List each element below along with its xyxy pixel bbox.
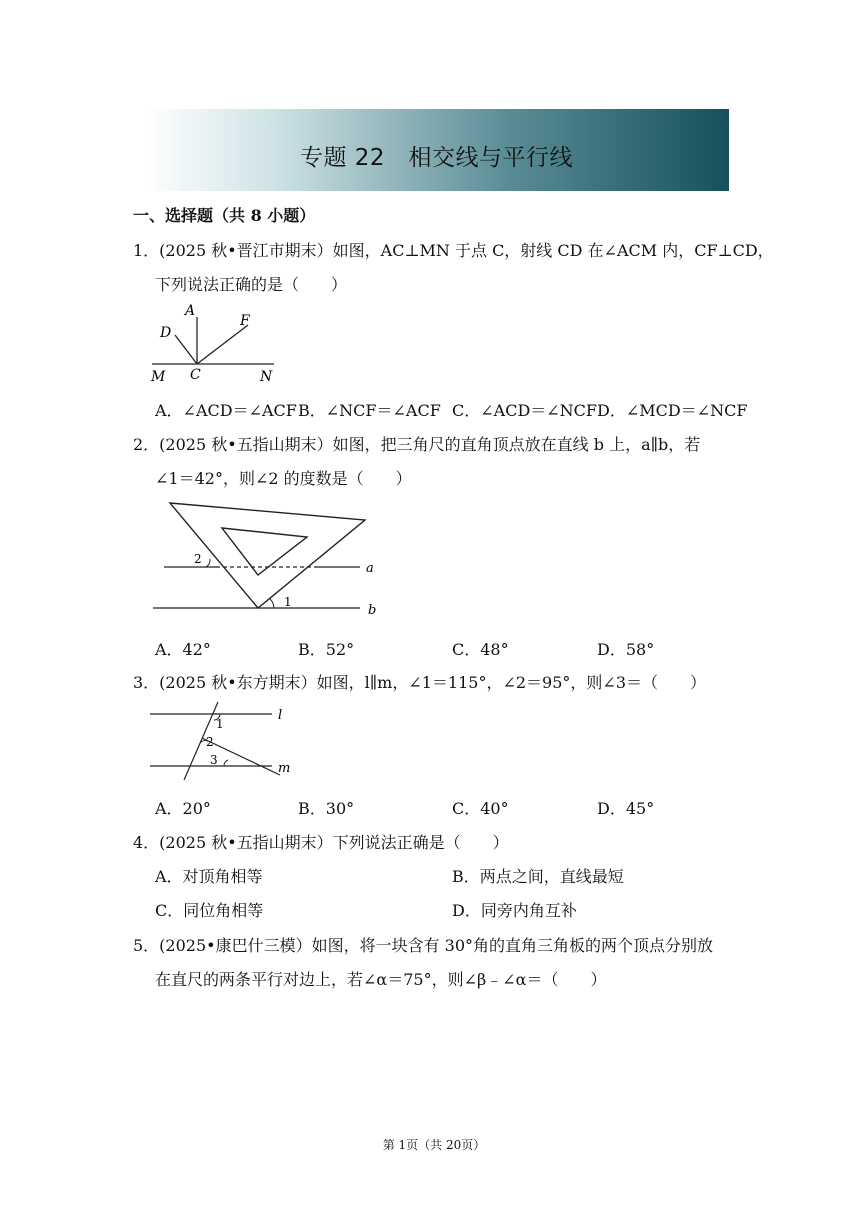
page-title: 专题 22 相交线与平行线: [299, 145, 574, 171]
triangle-inner: [222, 528, 307, 575]
label-3: 3: [210, 753, 218, 767]
question-3-option-d[interactable]: D．45°: [597, 799, 655, 818]
label-n: N: [260, 369, 273, 385]
label-c: C: [190, 367, 201, 383]
label-m: M: [151, 369, 166, 385]
question-5-text-cont: 在直尺的两条平行对边上，若∠α＝75°，则∠β﹣∠α＝（ ）: [155, 970, 607, 989]
label-1: 1: [284, 595, 292, 609]
question-2-option-c[interactable]: C．48°: [452, 640, 509, 659]
question-2-figure: [150, 495, 390, 620]
question-2-option-d[interactable]: D．58°: [597, 640, 655, 659]
question-4-text: 4．(2025 秋•五指山期末）下列说法正确是（ ）: [133, 833, 509, 852]
question-5-text: 5．(2025•康巴什三模）如图，将一块含有 30°角的直角三角板的两个顶点分别放: [133, 936, 714, 955]
question-3-option-a[interactable]: A．20°: [155, 799, 211, 818]
label-d: D: [160, 325, 172, 341]
label-l: l: [278, 708, 283, 723]
question-1-option-d[interactable]: D．∠MCD＝∠NCF: [597, 401, 748, 420]
label-a: A: [185, 303, 196, 319]
question-2-option-a[interactable]: A．42°: [155, 640, 211, 659]
section-heading: 一、选择题（共 8 小题）: [133, 206, 316, 225]
label-f: F: [240, 313, 250, 329]
question-4-option-c[interactable]: C．同位角相等: [155, 901, 264, 920]
question-2-text: 2．(2025 秋•五指山期末）如图，把三角尺的直角顶点放在直线 b 上，a∥b，若: [133, 435, 701, 454]
question-3-option-c[interactable]: C．40°: [452, 799, 509, 818]
label-b: b: [368, 603, 377, 618]
question-1-text: 1．(2025 秋•晋江市期末）如图，AC⊥MN 于点 C，射线 CD 在∠ACM 内，CF⊥CD，: [133, 241, 774, 260]
label-2: 2: [206, 735, 214, 749]
angle-1-arc: [269, 598, 274, 608]
question-1-figure: [150, 300, 280, 390]
page-footer: 第 1页（共 20页）: [382, 1138, 486, 1152]
label-1: 1: [216, 717, 224, 731]
question-3-option-b[interactable]: B．30°: [298, 799, 355, 818]
label-m: m: [278, 761, 291, 776]
question-1-option-c[interactable]: C．∠ACD＝∠NCF: [452, 401, 598, 420]
question-1-option-a[interactable]: A．∠ACD＝∠ACF: [155, 401, 297, 420]
angle-2-arc: [206, 559, 210, 567]
ray-cd: [175, 335, 197, 364]
question-4-option-d[interactable]: D．同旁内角互补: [452, 901, 577, 920]
question-4-option-a[interactable]: A．对顶角相等: [155, 867, 263, 886]
ray-cf: [197, 325, 248, 364]
label-a: a: [366, 561, 374, 576]
question-1-option-b[interactable]: B．∠NCF＝∠ACF: [298, 401, 441, 420]
question-1-text-cont: 下列说法正确的是（ ）: [155, 275, 348, 294]
question-2-text-cont: ∠1＝42°，则∠2 的度数是（ ）: [155, 469, 412, 488]
question-2-option-b[interactable]: B．52°: [298, 640, 355, 659]
label-2: 2: [194, 552, 202, 566]
angle-3-arc: [224, 760, 228, 766]
question-3-text: 3．(2025 秋•东方期末）如图，l∥m，∠1＝115°，∠2＝95°，则∠3＝（ ）: [133, 673, 707, 692]
question-3-figure: [150, 700, 300, 785]
question-4-option-b[interactable]: B．两点之间，直线最短: [452, 867, 624, 886]
